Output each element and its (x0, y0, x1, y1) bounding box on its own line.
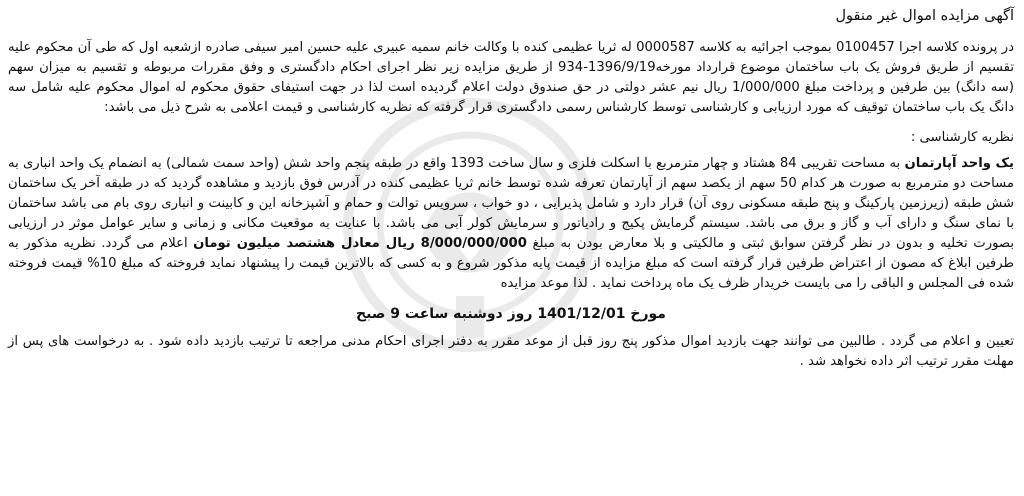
expert-report-paragraph (8, 154, 1014, 294)
closing-paragraph: تعیین و اعلام می گردد . طالبین می توانند جهت بازدید اموال مذکور پنج روز قبل از موعد مقرر به دفتر اجرای احکام مدنی مراجعه تا ترتیب بازدید داده شود . به درخواست های پس از مهلت مقرر ترتیب اثر داده نخواهد شد . (8, 334, 1014, 369)
auction-notice (8, 4, 1014, 494)
expert-opinion-heading: نظریه کارشناسی : (910, 130, 1014, 145)
auction-date: مورخ 1401/12/01 روز دوشنبه ساعت 9 صبح (356, 306, 666, 322)
report-body-text: به مساحت تقریبی 84 هشتاد و چهار مترمربع با اسکلت فلزی و سال ساخت 1393 واقع در طبقه پنجم واحد شش (واحد سمت شمالی) به انضمام یک واحد انباری به مساحت دو مترمربع به صورت هر کدام 50 سهم از یکصد سهم از آپارتمان تعرفه شده توسط خانم ثریا عظیمی کنده در آدرس فوق بازدید و مشاهده گردید که در طبقه آخر یک ساختمان شش طبقه (زیرزمین پارکینگ و پنج طبقه مسکونی روی آن) قرار دارد و شامل پذیرایی ، دو خواب ، سرویس توالت و حمام و آشپزخانه این و کابینت و انباری روی بام می باشد ساختمان با نمای سنگ و دارای آب و گاز و برق می باشد. سیستم گرمایش پکیج و رادیاتور و سرمایش کولر آبی می باشد. با عنایت به موقعیت مکانی و زمانی و سایر عوامل موثر در ارزیابی بصورت تخلیه و بدون در نظر گرفتن سوابق ثبتی و مالکیتی و بلا معارض بودن به مبلغ (8, 156, 1014, 251)
intro-paragraph: در پرونده کلاسه اجرا 0100457 بموجب اجرائیه به کلاسه 0000587 له ثریا عظیمی کنده با وکالت خانم سمیه عبیری علیه حسین امیر سیفی صادره ازشعبه اول که طی آن محکوم علیه تقسیم از طریق فروش یک باب ساختمان موضوع قرارداد مورخه1396/9/19-934 از طریق مزایده زیر نظر اجرای احکام دادگستری و وفق مقررات مربوطه و تقسیم به میزان سهم (سه دانگ) بین طرفین و پرداخت مبلغ 1/000/000 ریال نیم عشر دولتی در حق صندوق دولت اعلام گردیده است لذا در جهت استیفای حقوق محکوم له اموال محکوم علیه شامل سه دانگ یک باب ساختمان توقیف که مورد ارزیابی و کارشناسی توسط کارشناس رسمی دادگستری قرار گرفته که نظریه کارشناسی و قیمت اعلامی به شرح ذیل می باشد: (8, 40, 1014, 115)
appraised-price: 8/000/000/000 ریال معادل هشتصد میلیون تومان (193, 236, 527, 251)
notice-title: آگهی مزایده اموال غیر منقول (835, 8, 1014, 24)
report-tail-text: اعلام می گردد. نظریه مذکور به طرفین ابلاغ که مصون از اعتراض طرفین قرار گرفته است که مبلغ مزایده از قیمت پایه مذکور شروع و به کسی که بالاترین قیمت را پیشنهاد نماید فروخته که مبلغ 10% قیمت فروخته شده فی المجلس و الباقی را می بایست خریدار ظرف یک ماه پرداخت نماید . لذا موعد مزایده (8, 236, 1015, 291)
property-type-label: یک واحد آپارتمان (904, 156, 1015, 171)
